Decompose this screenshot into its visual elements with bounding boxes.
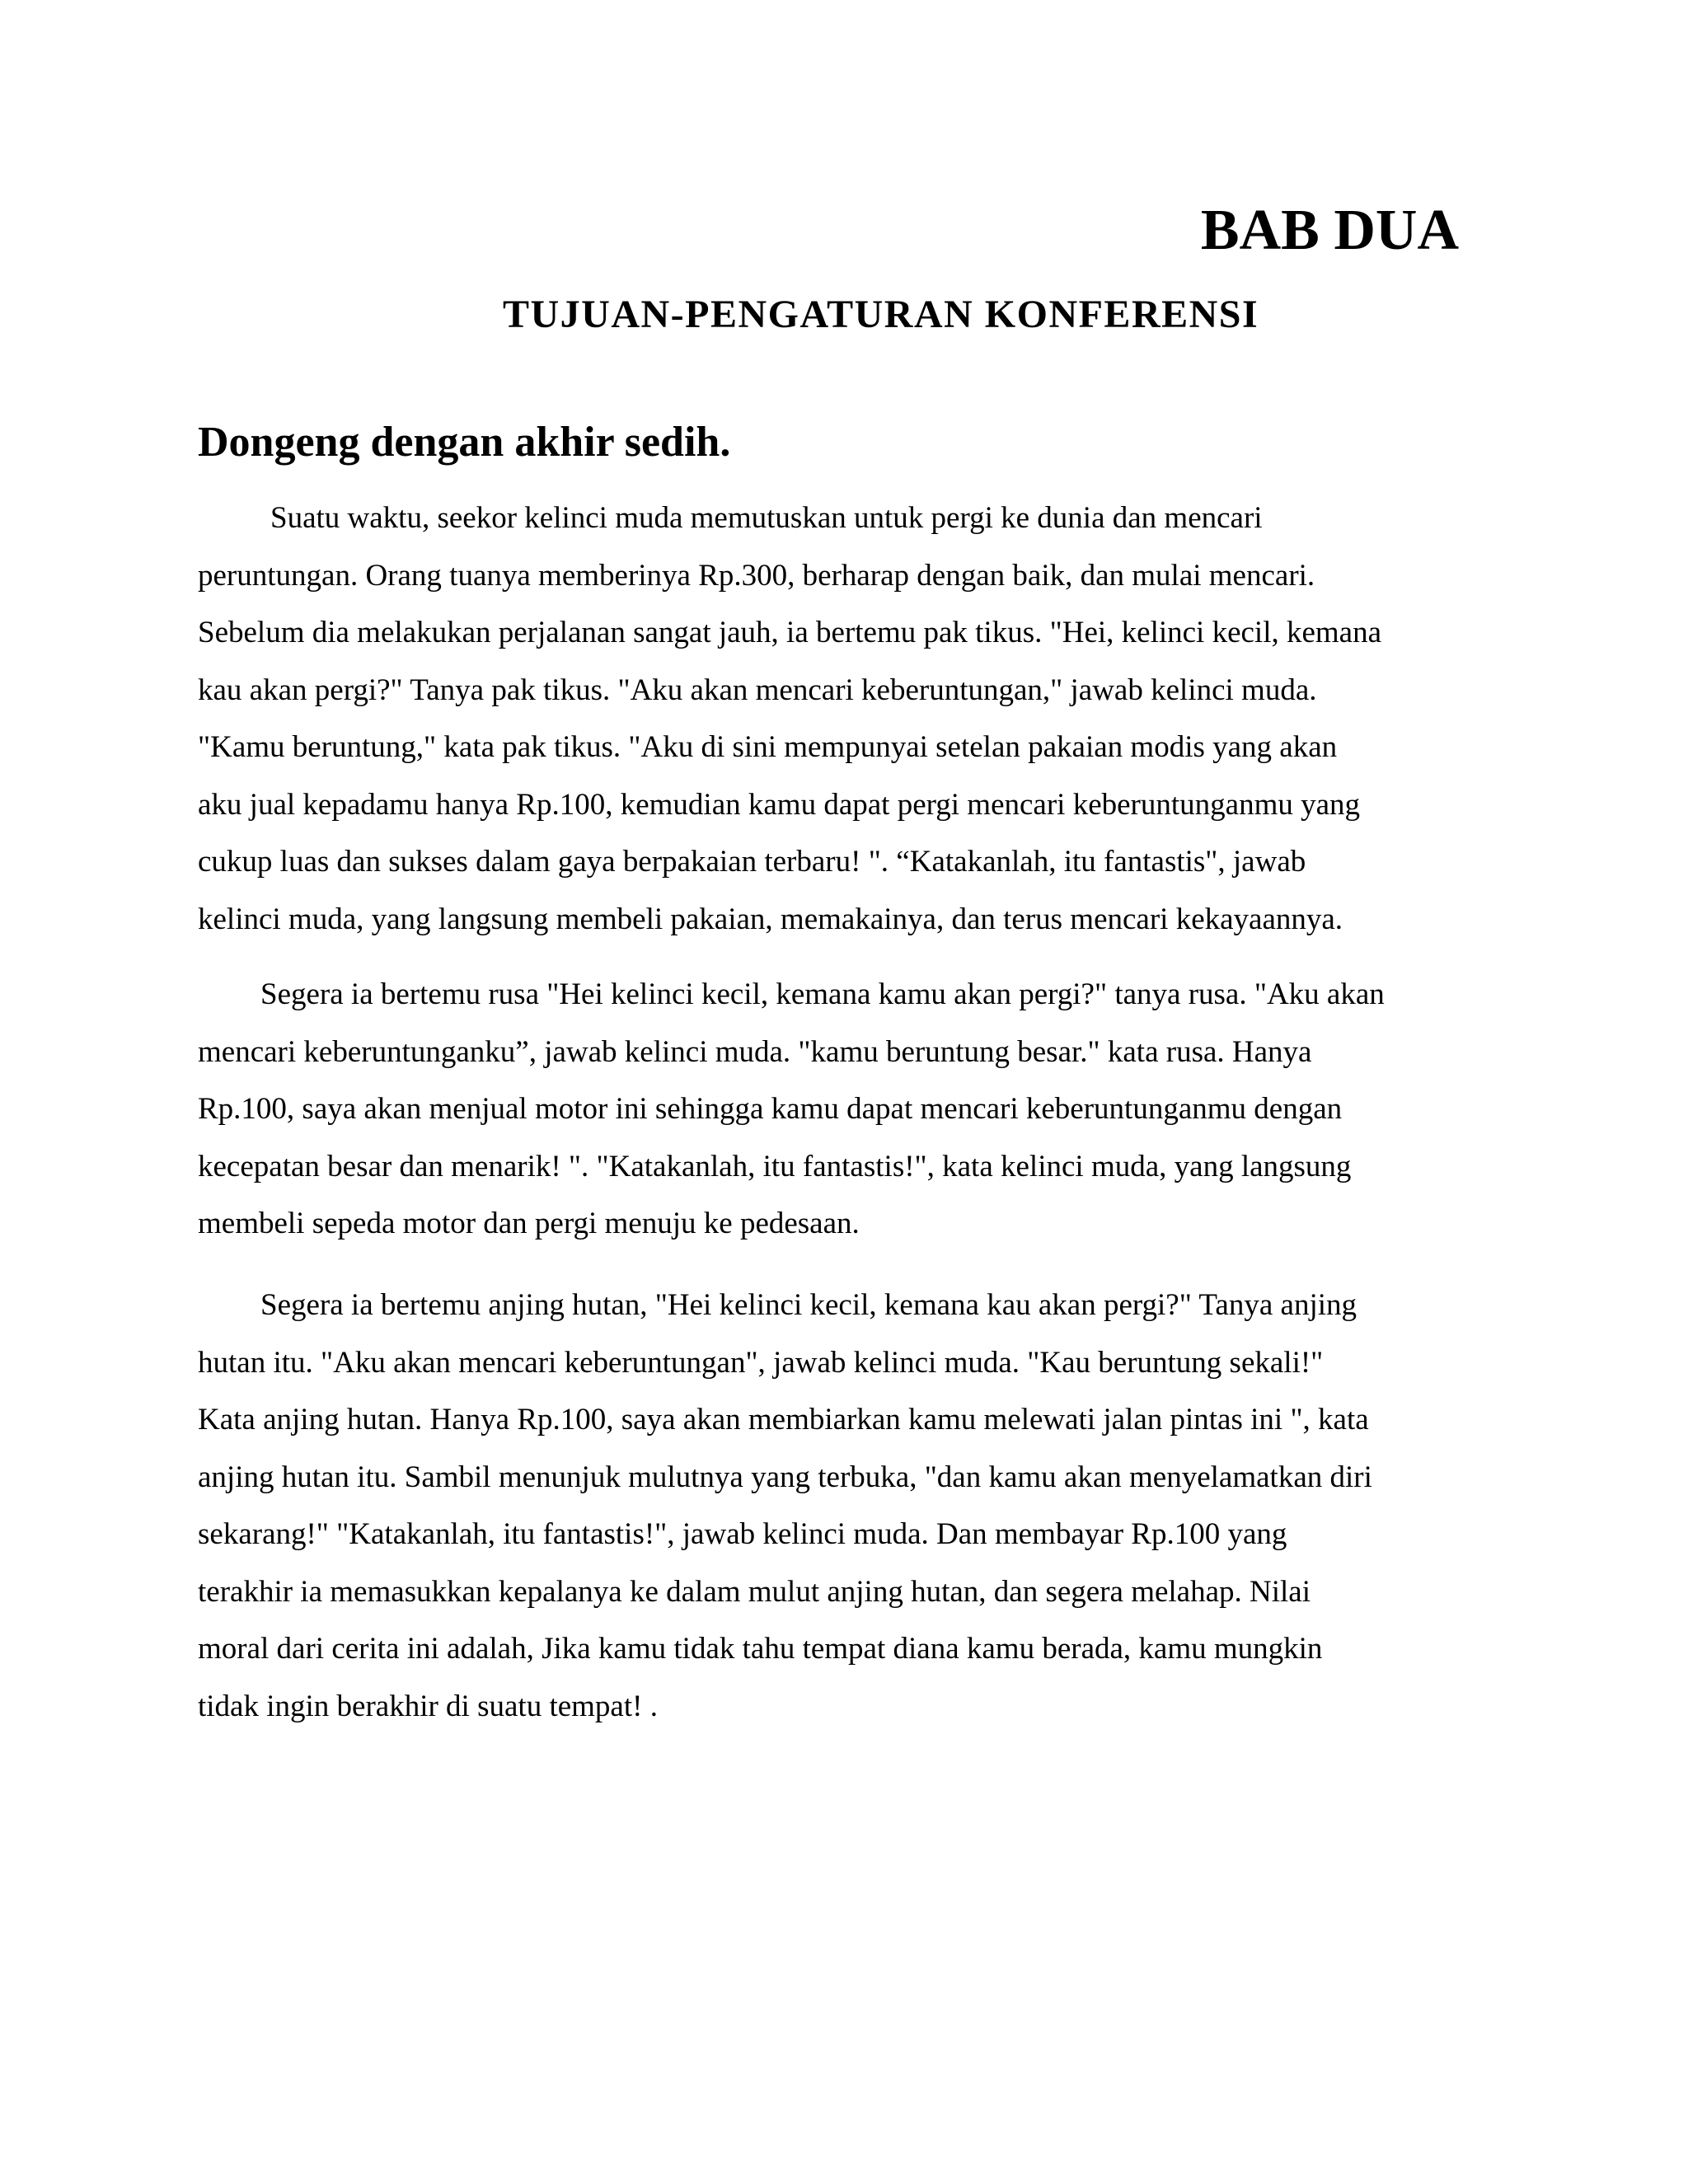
paragraph-line: Sebelum dia melakukan perjalanan sangat jauh, ia bertemu pak tikus. "Hei, kelinci kecil, kemana [198, 616, 1382, 649]
paragraph-line: sekarang!" "Katakanlah, itu fantastis!", jawab kelinci muda. Dan membayar Rp.100 yang [198, 1517, 1287, 1551]
paragraph-1 [198, 490, 1467, 948]
paragraph-line: peruntungan. Orang tuanya memberinya Rp.300, berharap dengan baik, dan mulai mencari. [198, 558, 1315, 593]
paragraph-line: tidak ingin berakhir di suatu tempat! . [198, 1689, 658, 1723]
paragraph-line: "Kamu beruntung," kata pak tikus. "Aku di sini mempunyai setelan pakaian modis yang akan [198, 730, 1338, 764]
chapter-title: BAB DUA [1200, 199, 1459, 262]
paragraph-2 [198, 966, 1467, 1253]
chapter-subtitle: TUJUAN-PENGATURAN KONFERENSI [503, 293, 1259, 336]
paragraph-line: mencari keberuntunganku”, jawab kelinci muda. "kamu beruntung besar." kata rusa. Hanya [198, 1034, 1312, 1069]
paragraph-line: hutan itu. "Aku akan mencari keberuntungan", jawab kelinci muda. "Kau beruntung sekali!" [198, 1345, 1324, 1380]
section-heading: Dongeng dengan akhir sedih. [198, 419, 731, 466]
paragraph-line: Suatu waktu, seekor kelinci muda memutuskan untuk pergi ke dunia dan mencari [270, 501, 1263, 535]
paragraph-line: membeli sepeda motor dan pergi menuju ke pedesaan. [198, 1207, 860, 1240]
paragraph-line: kau akan pergi?" Tanya pak tikus. "Aku akan mencari keberuntungan," jawab kelinci muda. [198, 673, 1317, 707]
paragraph-line: Kata anjing hutan. Hanya Rp.100, saya akan membiarkan kamu melewati jalan pintas ini ", kata [198, 1403, 1369, 1436]
paragraph-line: terakhir ia memasukkan kepalanya ke dalam mulut anjing hutan, dan segera melahap. Nilai [198, 1574, 1311, 1609]
paragraph-line: kecepatan besar dan menarik! ". "Katakanlah, itu fantastis!", kata kelinci muda, yang langsung [198, 1149, 1352, 1183]
paragraph-3 [198, 1277, 1467, 1735]
paragraph-line: anjing hutan itu. Sambil menunjuk mulutnya yang terbuka, "dan kamu akan menyelamatkan diri [198, 1460, 1372, 1494]
paragraph-line: cukup luas dan sukses dalam gaya berpakaian terbaru! ". “Katakanlah, itu fantastis", jawab [198, 845, 1306, 879]
paragraph-line: aku jual kepadamu hanya Rp.100, kemudian kamu dapat pergi mencari keberuntunganmu yang [198, 787, 1361, 822]
paragraph-line: Segera ia bertemu rusa "Hei kelinci kecil, kemana kamu akan pergi?" tanya rusa. "Aku akan [260, 977, 1385, 1011]
paragraph-line: kelinci muda, yang langsung membeli pakaian, memakainya, dan terus mencari kekayaannya. [198, 902, 1343, 936]
paragraph-line: Rp.100, saya akan menjual motor ini sehingga kamu dapat mencari keberuntunganmu dengan [198, 1092, 1343, 1126]
paragraph-line: Segera ia bertemu anjing hutan, "Hei kelinci kecil, kemana kau akan pergi?" Tanya anjing [260, 1288, 1357, 1322]
paragraph-line: moral dari cerita ini adalah, Jika kamu tidak tahu tempat diana kamu berada, kamu mungkin [198, 1632, 1323, 1666]
